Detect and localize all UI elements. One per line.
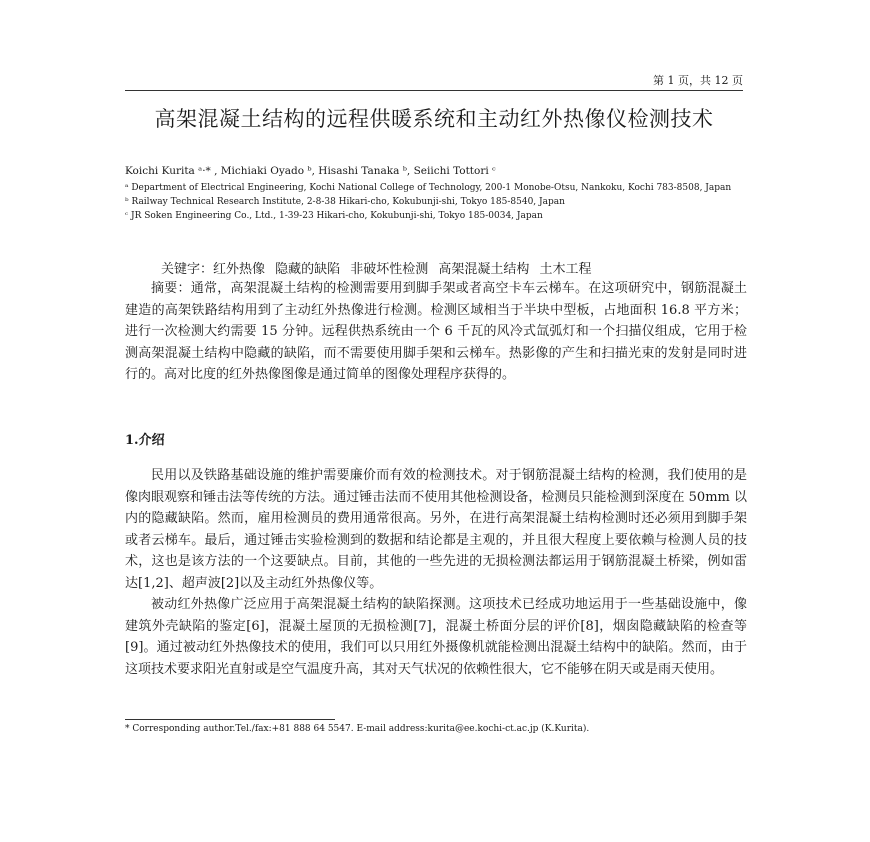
footnote-text: * Corresponding author.Tel./fax:+81 888 64 5547. E-mail address:kurita@ee.kochi-ct.ac.jp (K.Kurita). xyxy=(125,724,590,734)
footnote-rule xyxy=(125,719,335,720)
paper-title: 高架混凝土结构的远程供暖系统和主动红外热像仪检测技术 xyxy=(154,107,714,131)
keywords: 关键字：红外热像 隐藏的缺陷 非破坏性检测 高架混凝土结构 土木工程 xyxy=(161,262,592,277)
affiliation-c: ᶜ JR Soken Engineering Co., Ltd., 1-39-23 Hikari-cho, Kokubunji-shi, Tokyo 185-0034, Japan xyxy=(125,211,543,221)
abstract-text: 摘要：通常，高架混凝土结构的检测需要用到脚手架或者高空卡车云梯车。在这项研究中，钢筋混凝土建造的高架铁路结构用到了主动红外热像进行检测。检测区域相当于半块中型板，占地面积 16.8 平方米；进行一次检测大约需要 15 分钟。远程供热系统由一个 6 千瓦的风冷式氙弧灯和一个扫描仪组成，它用于检测高架混凝土结构中隐藏的缺陷，而不需要使用脚手架和云梯车。热影像的产生和扫描光束的发射是同时进行的。高对比度的红外热像图像是通过简单的图像处理程序获得的。 xyxy=(125,281,747,382)
author-list: Koichi Kurita ᵃ·* , Michiaki Oyado ᵇ, Hisashi Tanaka ᵇ, Seiichi Tottori ᶜ xyxy=(125,165,496,177)
affiliation-b: ᵇ Railway Technical Research Institute, 2-8-38 Hikari-cho, Kokubunji-shi, Tokyo 185-8540, Japan xyxy=(125,197,565,207)
intro-paragraph-1: 民用以及铁路基础设施的维护需要廉价而有效的检测技术。对于钢筋混凝土结构的检测，我们使用的是像肉眼观察和锤击法等传统的方法。通过锤击法而不使用其他检测设备，检测员只能检测到深度在 50mm 以内的隐藏缺陷。然而，雇用检测员的费用通常很高。另外，在进行高架混凝土结构检测时还必须用到脚手架或者云梯车。最后，通过锤击实验检测到的数据和结论都是主观的，并且很大程度上要依赖与检测人员的技术，这也是该方法的一个这要缺点。目前，其他的一些先进的无损检测法都运用于钢筋混凝土桥梁，例如雷达[1,2]、超声波[2]以及主动红外热像仪等。 xyxy=(125,468,747,591)
page-indicator: 第 1 页，共 12 页 xyxy=(653,74,743,87)
affiliations xyxy=(125,181,745,223)
intro-body xyxy=(125,465,747,680)
affiliation-a: ᵃ Department of Electrical Engineering, Kochi National College of Technology, 200-1 Monobe-Otsu, Nankoku, Kochi 783-8508, Japan xyxy=(125,183,732,193)
abstract-block xyxy=(125,278,747,386)
section-heading-intro: 1.介绍 xyxy=(125,433,165,448)
intro-paragraph-2: 被动红外热像广泛应用于高架混凝土结构的缺陷探测。这项技术已经成功地运用于一些基础设施中，像建筑外壳缺陷的鉴定[6]，混凝土屋顶的无损检测[7]，混凝土桥面分层的评价[8]，烟囱隐藏缺陷的检查等[9]。通过被动红外热像技术的使用，我们可以只用红外摄像机就能检测出混凝土结构中的缺陷。然而，由于这项技术要求阳光直射或是空气温度升高，其对天气状况的依赖性很大，它不能够在阴天或是雨天使用。 xyxy=(125,597,747,677)
header-rule xyxy=(125,90,743,91)
